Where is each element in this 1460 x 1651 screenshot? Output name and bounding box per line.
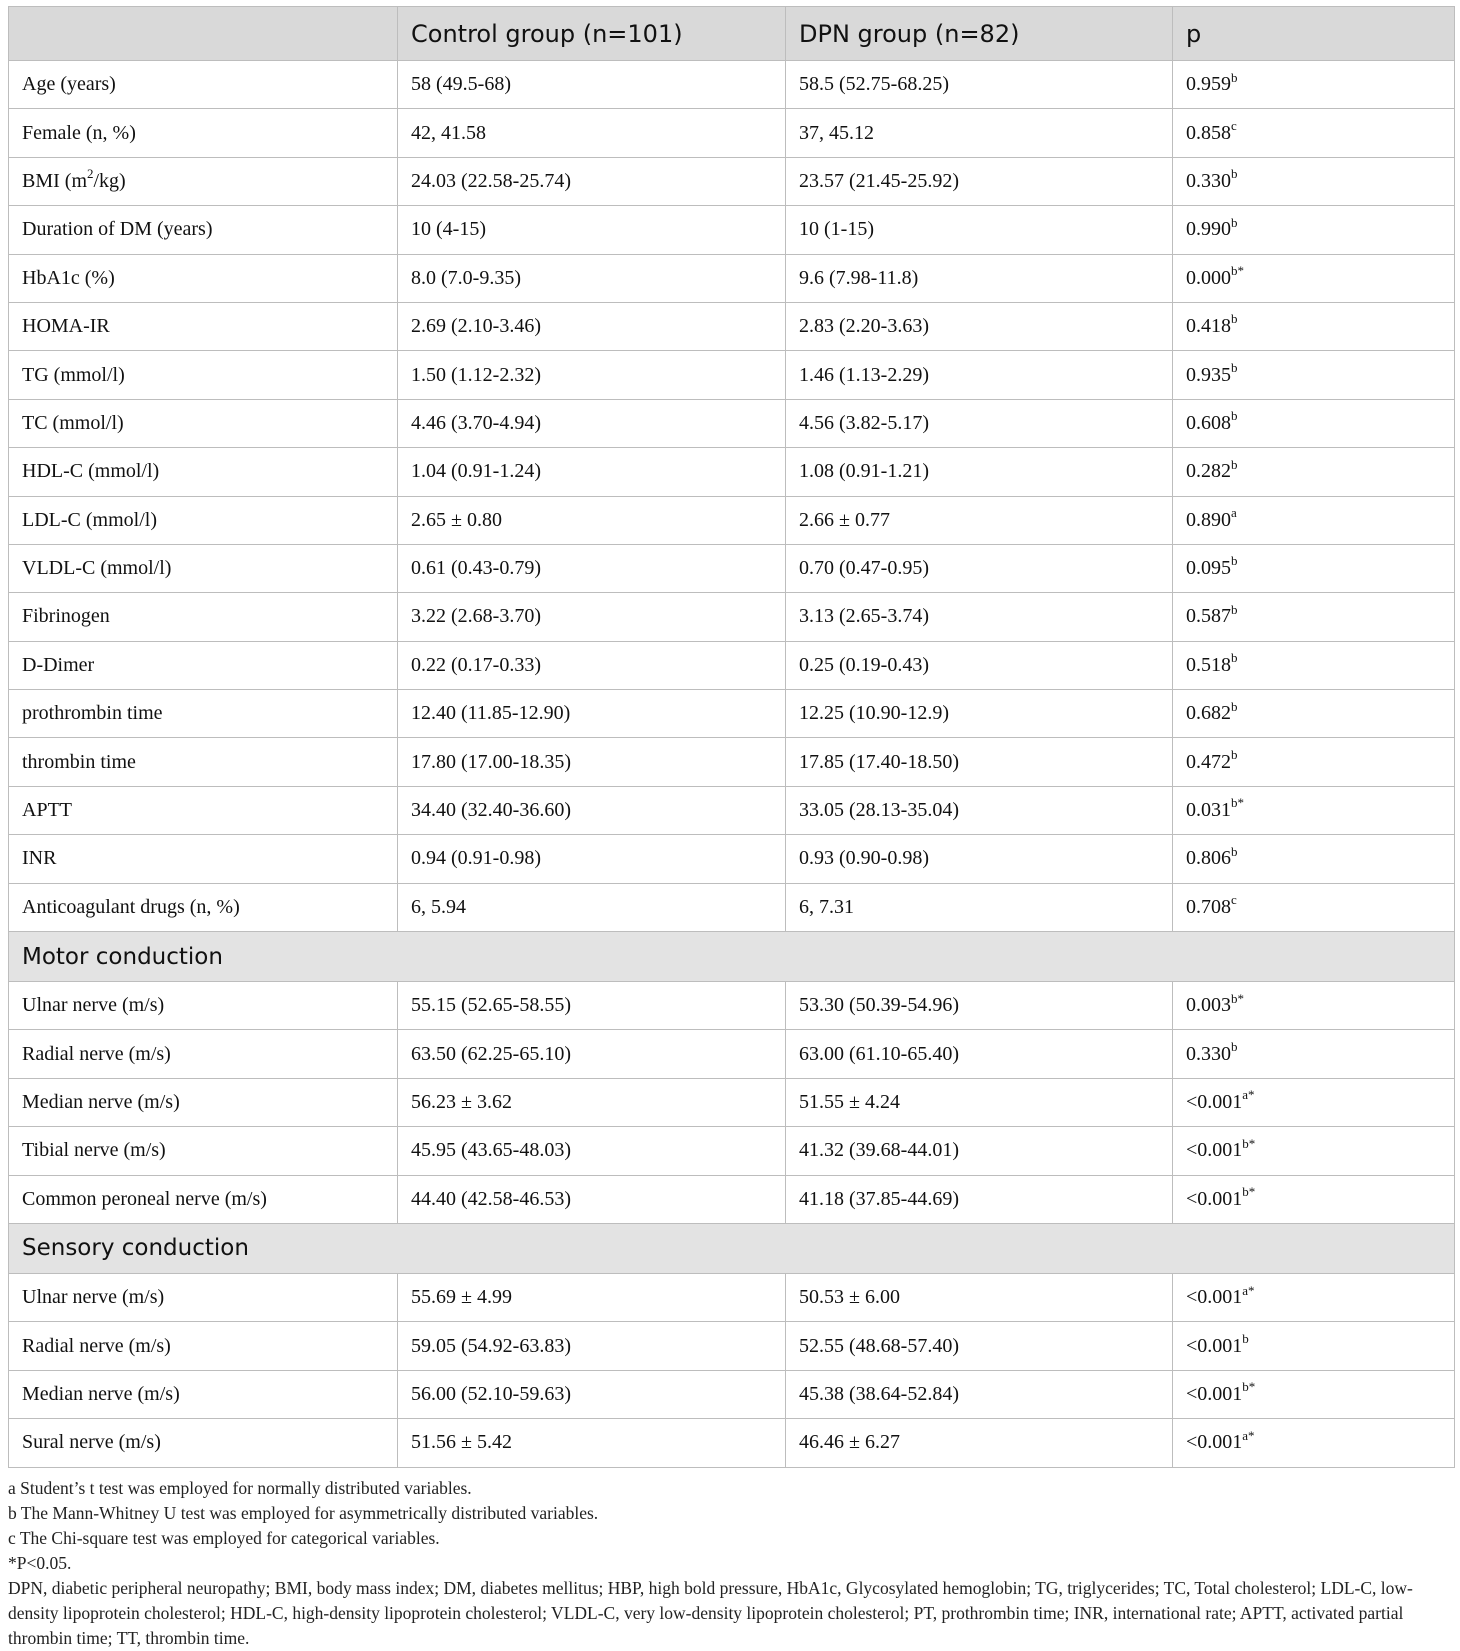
table-row xyxy=(9,254,1455,302)
p-value xyxy=(1173,544,1455,592)
dpn-value: 45.38 (38.64-52.84) xyxy=(786,1370,1173,1418)
p-value-superscript: b xyxy=(1242,1330,1249,1346)
row-label-text: Age (years) xyxy=(22,73,116,96)
table-row xyxy=(9,593,1455,641)
p-value-text: 0.418 xyxy=(1186,315,1231,338)
p-value-superscript: b xyxy=(1231,408,1238,424)
row-label-text: Fibrinogen xyxy=(22,605,110,628)
table-row xyxy=(9,738,1455,786)
row-label-text: APTT xyxy=(22,799,72,822)
row-label xyxy=(9,982,398,1030)
dpn-value: 12.25 (10.90-12.9) xyxy=(786,690,1173,738)
p-value xyxy=(1173,835,1455,883)
p-value-superscript: b xyxy=(1231,359,1238,375)
p-value xyxy=(1173,496,1455,544)
p-value-text: 0.095 xyxy=(1186,557,1231,580)
table-row xyxy=(9,157,1455,205)
row-label xyxy=(9,496,398,544)
control-value: 56.23 ± 3.62 xyxy=(398,1078,786,1126)
row-label xyxy=(9,302,398,350)
table-row xyxy=(9,641,1455,689)
table-footnotes xyxy=(8,1476,1454,1651)
section-title-motor: Motor conduction xyxy=(9,932,1455,982)
p-value xyxy=(1173,786,1455,834)
p-value xyxy=(1173,1370,1455,1418)
dpn-value: 0.93 (0.90-0.98) xyxy=(786,835,1173,883)
dpn-value: 41.18 (37.85-44.69) xyxy=(786,1175,1173,1223)
p-value xyxy=(1173,254,1455,302)
row-label xyxy=(9,544,398,592)
table-row xyxy=(9,1127,1455,1175)
row-label-text: Common peroneal nerve (m/s) xyxy=(22,1187,267,1210)
p-value-text: 0.330 xyxy=(1186,1042,1231,1065)
header-variable xyxy=(9,7,398,61)
control-value: 34.40 (32.40-36.60) xyxy=(398,786,786,834)
table-row xyxy=(9,351,1455,399)
control-value: 1.04 (0.91-1.24) xyxy=(398,448,786,496)
table-row xyxy=(9,1419,1455,1467)
p-value-text: 0.518 xyxy=(1186,653,1231,676)
table-row xyxy=(9,835,1455,883)
table-row xyxy=(9,1078,1455,1126)
row-label xyxy=(9,1127,398,1175)
row-label xyxy=(9,157,398,205)
table-row xyxy=(9,1175,1455,1223)
control-value: 58 (49.5-68) xyxy=(398,61,786,109)
p-value-superscript: a xyxy=(1231,505,1237,521)
row-label xyxy=(9,1370,398,1418)
p-value-superscript: a* xyxy=(1242,1087,1255,1103)
dpn-value: 9.6 (7.98-11.8) xyxy=(786,254,1173,302)
footnote-b: b The Mann-Whitney U test was employed for asymmetrically distributed variables. xyxy=(8,1502,599,1523)
row-label-text: thrombin time xyxy=(22,750,136,773)
p-value-text: 0.858 xyxy=(1186,121,1231,144)
p-value-superscript: b xyxy=(1231,214,1238,230)
motor-section xyxy=(9,932,1455,982)
p-value xyxy=(1173,883,1455,931)
control-value: 3.22 (2.68-3.70) xyxy=(398,593,786,641)
p-value xyxy=(1173,738,1455,786)
dpn-value: 51.55 ± 4.24 xyxy=(786,1078,1173,1126)
row-label xyxy=(9,1030,398,1078)
p-value-superscript: b xyxy=(1231,311,1238,327)
footnote-c: c The Chi-square test was employed for categorical variables. xyxy=(8,1527,440,1548)
p-value-superscript: b xyxy=(1231,601,1238,617)
row-label xyxy=(9,593,398,641)
row-label-text: Ulnar nerve (m/s) xyxy=(22,994,165,1017)
p-value xyxy=(1173,157,1455,205)
general-rows xyxy=(9,61,1455,932)
p-value-text: 0.959 xyxy=(1186,73,1231,96)
row-label-text: Anticoagulant drugs (n, %) xyxy=(22,895,240,918)
row-label-text: HOMA-IR xyxy=(22,315,110,338)
header-p-value: p xyxy=(1173,7,1455,61)
p-value xyxy=(1173,61,1455,109)
row-label xyxy=(9,835,398,883)
control-value: 0.94 (0.91-0.98) xyxy=(398,835,786,883)
p-value-text: 0.806 xyxy=(1186,847,1231,870)
p-value xyxy=(1173,1322,1455,1370)
control-value: 4.46 (3.70-4.94) xyxy=(398,399,786,447)
control-value: 10 (4-15) xyxy=(398,206,786,254)
dpn-value: 50.53 ± 6.00 xyxy=(786,1273,1173,1321)
sensory-section xyxy=(9,1223,1455,1273)
control-value: 45.95 (43.65-48.03) xyxy=(398,1127,786,1175)
data-table xyxy=(8,6,1455,1468)
control-value: 56.00 (52.10-59.63) xyxy=(398,1370,786,1418)
row-label xyxy=(9,883,398,931)
table-row xyxy=(9,786,1455,834)
control-value: 0.61 (0.43-0.79) xyxy=(398,544,786,592)
section-row-motor xyxy=(9,932,1455,982)
p-value-superscript: a* xyxy=(1242,1427,1255,1443)
p-value xyxy=(1173,399,1455,447)
control-value: 2.69 (2.10-3.46) xyxy=(398,302,786,350)
row-label xyxy=(9,448,398,496)
row-label-text: D-Dimer xyxy=(22,653,95,676)
control-value: 44.40 (42.58-46.53) xyxy=(398,1175,786,1223)
p-value-superscript: c xyxy=(1231,892,1237,908)
row-label-text: TC (mmol/l) xyxy=(22,411,124,434)
row-label xyxy=(9,399,398,447)
p-value xyxy=(1173,1175,1455,1223)
control-value: 8.0 (7.0-9.35) xyxy=(398,254,786,302)
row-label xyxy=(9,1322,398,1370)
p-value-superscript: b* xyxy=(1231,263,1244,279)
motor-rows xyxy=(9,982,1455,1224)
table-row xyxy=(9,982,1455,1030)
p-value-superscript: b* xyxy=(1242,1184,1256,1200)
row-label-text: Female (n, %) xyxy=(22,121,136,144)
p-value xyxy=(1173,351,1455,399)
table-row xyxy=(9,544,1455,592)
row-label-text: TG (mmol/l) xyxy=(22,363,125,386)
row-label-text: Tibial nerve (m/s) xyxy=(22,1139,166,1162)
row-label-superscript: 2 xyxy=(87,166,94,182)
row-label-text: Duration of DM (years) xyxy=(22,218,213,241)
row-label-text: VLDL-C (mmol/l) xyxy=(22,557,172,580)
row-label xyxy=(9,690,398,738)
table-row xyxy=(9,1322,1455,1370)
table-row xyxy=(9,883,1455,931)
table-row xyxy=(9,496,1455,544)
row-label xyxy=(9,641,398,689)
p-value-text: 0.031 xyxy=(1186,799,1231,822)
p-value xyxy=(1173,1030,1455,1078)
p-value-superscript: b* xyxy=(1242,1379,1256,1395)
row-label-text: Median nerve (m/s) xyxy=(22,1091,180,1113)
p-value xyxy=(1173,982,1455,1030)
p-value xyxy=(1173,1419,1455,1467)
p-value-text: 0.000 xyxy=(1186,266,1231,289)
table-row xyxy=(9,1273,1455,1321)
header-control-group: Control group (n=101) xyxy=(398,7,786,61)
row-label xyxy=(9,1175,398,1223)
table-row xyxy=(9,206,1455,254)
dpn-value: 33.05 (28.13-35.04) xyxy=(786,786,1173,834)
p-value-text: 0.282 xyxy=(1186,460,1231,483)
p-value-text: <0.001 xyxy=(1186,1139,1243,1162)
control-value: 6, 5.94 xyxy=(398,883,786,931)
p-value-text: 0.708 xyxy=(1186,895,1231,918)
p-value-text: 0.608 xyxy=(1186,411,1231,434)
p-value-text: 0.003 xyxy=(1186,994,1231,1017)
p-value xyxy=(1173,593,1455,641)
row-label-text: LDL-C (mmol/l) xyxy=(22,508,157,531)
dpn-value: 41.32 (39.68-44.01) xyxy=(786,1127,1173,1175)
row-label-text: prothrombin time xyxy=(22,702,163,725)
dpn-value: 0.70 (0.47-0.95) xyxy=(786,544,1173,592)
header-dpn-group: DPN group (n=82) xyxy=(786,7,1173,61)
dpn-value: 6, 7.31 xyxy=(786,883,1173,931)
dpn-value: 3.13 (2.65-3.74) xyxy=(786,593,1173,641)
table-row xyxy=(9,448,1455,496)
row-label-text: BMI (m xyxy=(22,169,87,192)
dpn-value: 23.57 (21.45-25.92) xyxy=(786,157,1173,205)
p-value-superscript: b* xyxy=(1242,1135,1256,1151)
p-value-superscript: b xyxy=(1231,843,1238,859)
p-value-text: 0.472 xyxy=(1186,750,1231,773)
row-label xyxy=(9,1419,398,1467)
table-row xyxy=(9,109,1455,157)
row-label xyxy=(9,738,398,786)
control-value: 55.15 (52.65-58.55) xyxy=(398,982,786,1030)
p-value xyxy=(1173,690,1455,738)
dpn-value: 53.30 (50.39-54.96) xyxy=(786,982,1173,1030)
row-label xyxy=(9,351,398,399)
p-value xyxy=(1173,1127,1455,1175)
dpn-value: 46.46 ± 6.27 xyxy=(786,1419,1173,1467)
p-value-text: <0.001 xyxy=(1186,1286,1243,1309)
row-label-text: Sural nerve (m/s) xyxy=(22,1431,161,1454)
control-value: 63.50 (62.25-65.10) xyxy=(398,1030,786,1078)
control-value: 12.40 (11.85-12.90) xyxy=(398,690,786,738)
p-value-text: <0.001 xyxy=(1186,1431,1243,1454)
p-value-text: 0.935 xyxy=(1186,363,1231,386)
footnote-a: a Student’s t test was employed for normally distributed variables. xyxy=(8,1477,472,1498)
control-value: 55.69 ± 4.99 xyxy=(398,1273,786,1321)
table-row xyxy=(9,399,1455,447)
control-value: 1.50 (1.12-2.32) xyxy=(398,351,786,399)
dpn-value: 52.55 (48.68-57.40) xyxy=(786,1322,1173,1370)
p-value-text: 0.587 xyxy=(1186,605,1231,628)
footnote-significance: *P<0.05. xyxy=(8,1552,72,1573)
p-value-superscript: b xyxy=(1231,650,1238,666)
row-label xyxy=(9,206,398,254)
row-label-text: HDL-C (mmol/l) xyxy=(22,460,160,483)
p-value xyxy=(1173,109,1455,157)
table-row xyxy=(9,690,1455,738)
dpn-value: 37, 45.12 xyxy=(786,109,1173,157)
section-row-sensory xyxy=(9,1223,1455,1273)
sensory-rows xyxy=(9,1273,1455,1467)
table-row xyxy=(9,1030,1455,1078)
control-value: 2.65 ± 0.80 xyxy=(398,496,786,544)
row-label-text: HbA1c (%) xyxy=(22,266,115,289)
row-label-text: Radial nerve (m/s) xyxy=(22,1042,171,1065)
dpn-value: 17.85 (17.40-18.50) xyxy=(786,738,1173,786)
p-value-text: <0.001 xyxy=(1186,1187,1243,1210)
table-row xyxy=(9,302,1455,350)
dpn-value: 10 (1-15) xyxy=(786,206,1173,254)
control-value: 59.05 (54.92-63.83) xyxy=(398,1322,786,1370)
table-container xyxy=(8,6,1454,1651)
control-value: 0.22 (0.17-0.33) xyxy=(398,641,786,689)
p-value-superscript: b xyxy=(1231,698,1238,714)
row-label xyxy=(9,61,398,109)
p-value-superscript: b xyxy=(1231,747,1238,762)
row-label xyxy=(9,786,398,834)
p-value xyxy=(1173,302,1455,350)
row-label-text: INR xyxy=(22,847,57,870)
p-value-superscript: a* xyxy=(1242,1282,1255,1298)
p-value xyxy=(1173,1273,1455,1321)
control-value: 24.03 (22.58-25.74) xyxy=(398,157,786,205)
table-row xyxy=(9,61,1455,109)
p-value-superscript: b xyxy=(1231,1038,1238,1054)
dpn-value: 0.25 (0.19-0.43) xyxy=(786,641,1173,689)
dpn-value: 1.46 (1.13-2.29) xyxy=(786,351,1173,399)
dpn-value: 2.66 ± 0.77 xyxy=(786,496,1173,544)
section-title-sensory: Sensory conduction xyxy=(9,1223,1455,1273)
dpn-value: 2.83 (2.20-3.63) xyxy=(786,302,1173,350)
row-label-text: Ulnar nerve (m/s) xyxy=(22,1286,165,1309)
table-row xyxy=(9,1370,1455,1418)
row-label xyxy=(9,1273,398,1321)
control-value: 17.80 (17.00-18.35) xyxy=(398,738,786,786)
p-value-text: <0.001 xyxy=(1186,1334,1243,1357)
p-value-text: 0.890 xyxy=(1186,508,1231,531)
p-value-text: 0.990 xyxy=(1186,218,1231,241)
p-value xyxy=(1173,1078,1455,1126)
row-label-text: Median nerve (m/s) xyxy=(22,1382,180,1405)
p-value xyxy=(1173,448,1455,496)
dpn-value: 58.5 (52.75-68.25) xyxy=(786,61,1173,109)
p-value-text: <0.001 xyxy=(1186,1091,1243,1113)
control-value: 51.56 ± 5.42 xyxy=(398,1419,786,1467)
p-value-superscript: b xyxy=(1231,456,1238,472)
row-label-text: Radial nerve (m/s) xyxy=(22,1334,171,1357)
row-label xyxy=(9,109,398,157)
p-value-superscript: b* xyxy=(1231,990,1244,1006)
p-value-superscript: c xyxy=(1231,117,1237,133)
p-value xyxy=(1173,641,1455,689)
p-value-superscript: b xyxy=(1231,69,1238,85)
dpn-value: 1.08 (0.91-1.21) xyxy=(786,448,1173,496)
header-row xyxy=(9,7,1455,61)
p-value-superscript: b xyxy=(1231,166,1238,182)
row-label-suffix: /kg) xyxy=(93,169,126,192)
dpn-value: 4.56 (3.82-5.17) xyxy=(786,399,1173,447)
p-value-superscript: b* xyxy=(1231,795,1244,811)
p-value-superscript: b xyxy=(1231,553,1238,569)
dpn-value: 63.00 (61.10-65.40) xyxy=(786,1030,1173,1078)
footnote-abbreviations: DPN, diabetic peripheral neuropathy; BMI, body mass index; DM, diabetes mellitus; HBP, high bold pressure, HbA1c, Glycosylated hemoglobin; TG, triglycerides; TC, Total cholesterol; LDL-C, low-density lipoprotein cholesterol; HDL-C, high-density lipoprotein cholesterol; VLDL-C, very low-density lipoprotein cholesterol; PT, prothrombin time; INR, international rate; APTT, activated partial thrombin time; TT, thrombin time. xyxy=(8,1577,1413,1648)
p-value-text: <0.001 xyxy=(1186,1382,1243,1405)
control-value: 42, 41.58 xyxy=(398,109,786,157)
p-value xyxy=(1173,206,1455,254)
row-label xyxy=(9,254,398,302)
row-label xyxy=(9,1078,398,1126)
p-value-text: 0.682 xyxy=(1186,702,1231,725)
p-value-text: 0.330 xyxy=(1186,169,1231,192)
